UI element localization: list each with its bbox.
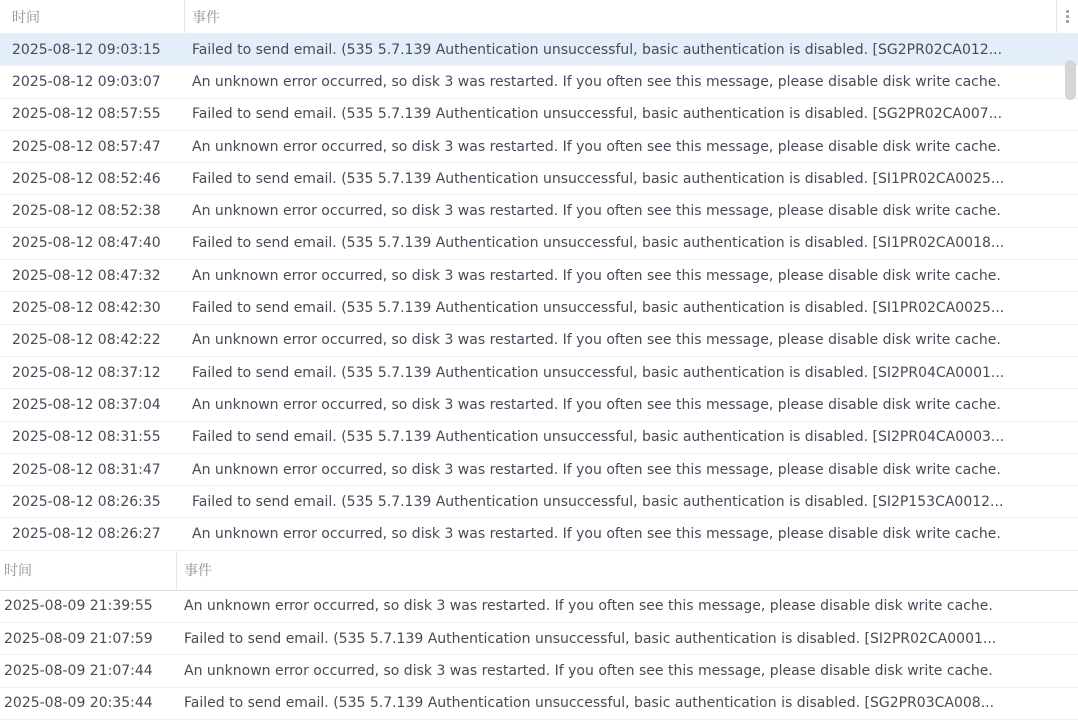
log-grid-bottom (0, 551, 1078, 720)
log-row[interactable] (0, 518, 1078, 550)
log-event-cell: An unknown error occurred, so disk 3 was restarted. If you often see this message, please disable disk write cache. (192, 332, 1001, 349)
column-header-time-label: 时间 (4, 563, 32, 580)
log-event-cell: An unknown error occurred, so disk 3 was restarted. If you often see this message, please disable disk write cache. (184, 598, 993, 615)
log-row[interactable] (0, 228, 1078, 260)
log-time-cell: 2025-08-12 08:37:12 (12, 364, 161, 381)
log-time-cell: 2025-08-12 08:47:32 (12, 267, 161, 284)
log-row[interactable] (0, 655, 1078, 687)
log-row[interactable] (0, 131, 1078, 163)
column-header-event-label: 事件 (192, 9, 220, 26)
column-header-time[interactable] (0, 0, 185, 33)
log-time-cell: 2025-08-12 08:26:27 (12, 526, 161, 543)
log-event-cell: Failed to send email. (535 5.7.139 Authentication unsuccessful, basic authentication is disabled. [SI1PR02CA0025... (192, 170, 1005, 187)
log-event-cell: An unknown error occurred, so disk 3 was restarted. If you often see this message, please disable disk write cache. (192, 138, 1001, 155)
log-row[interactable] (0, 260, 1078, 292)
log-row[interactable] (0, 99, 1078, 131)
log-event-cell: Failed to send email. (535 5.7.139 Authentication unsuccessful, basic authentication is disabled. [SI2P153CA0012... (192, 493, 1004, 510)
kebab-vertical-icon (1066, 10, 1069, 23)
log-event-cell: Failed to send email. (535 5.7.139 Authentication unsuccessful, basic authentication is disabled. [SI2PR04CA0003... (192, 429, 1005, 446)
log-event-cell: Failed to send email. (535 5.7.139 Authentication unsuccessful, basic authentication is disabled. [SI1PR02CA0025... (192, 300, 1005, 317)
log-rows-top (0, 34, 1078, 551)
log-event-cell: An unknown error occurred, so disk 3 was restarted. If you often see this message, please disable disk write cache. (184, 662, 993, 679)
log-event-cell: Failed to send email. (535 5.7.139 Authentication unsuccessful, basic authentication is disabled. [SG2PR03CA008... (184, 695, 995, 712)
log-time-cell: 2025-08-09 21:39:55 (4, 598, 153, 615)
log-row[interactable] (0, 292, 1078, 324)
log-time-cell: 2025-08-12 08:47:40 (12, 235, 161, 252)
log-time-cell: 2025-08-09 21:07:44 (4, 662, 153, 679)
log-event-cell: An unknown error occurred, so disk 3 was restarted. If you often see this message, please disable disk write cache. (192, 267, 1001, 284)
log-row[interactable] (0, 454, 1078, 486)
log-row[interactable] (0, 591, 1078, 623)
log-event-cell: An unknown error occurred, so disk 3 was restarted. If you often see this message, please disable disk write cache. (192, 396, 1001, 413)
column-header-time[interactable] (0, 551, 177, 590)
log-time-cell: 2025-08-12 08:52:38 (12, 203, 161, 220)
log-row[interactable] (0, 486, 1078, 518)
log-time-cell: 2025-08-12 08:37:04 (12, 396, 161, 413)
log-event-cell: An unknown error occurred, so disk 3 was restarted. If you often see this message, please disable disk write cache. (192, 461, 1001, 478)
column-options-button[interactable] (1056, 0, 1078, 33)
log-row[interactable] (0, 195, 1078, 227)
log-rows-bottom (0, 591, 1078, 720)
column-header-event-label: 事件 (184, 563, 212, 580)
log-event-cell: An unknown error occurred, so disk 3 was restarted. If you often see this message, please disable disk write cache. (192, 73, 1001, 90)
log-event-cell: Failed to send email. (535 5.7.139 Authentication unsuccessful, basic authentication is disabled. [SI2PR02CA0001... (184, 630, 997, 647)
log-time-cell: 2025-08-12 09:03:15 (12, 41, 161, 58)
log-row[interactable] (0, 163, 1078, 195)
log-time-cell: 2025-08-12 08:42:22 (12, 332, 161, 349)
log-time-cell: 2025-08-09 20:35:44 (4, 695, 153, 712)
log-time-cell: 2025-08-12 09:03:07 (12, 73, 161, 90)
log-row[interactable] (0, 66, 1078, 98)
log-time-cell: 2025-08-12 08:57:47 (12, 138, 161, 155)
log-event-cell: Failed to send email. (535 5.7.139 Authentication unsuccessful, basic authentication is disabled. [SG2PR02CA012... (192, 41, 1003, 58)
log-time-cell: 2025-08-12 08:31:55 (12, 429, 161, 446)
log-row[interactable] (0, 34, 1078, 66)
log-event-cell: An unknown error occurred, so disk 3 was restarted. If you often see this message, please disable disk write cache. (192, 203, 1001, 220)
log-time-cell: 2025-08-12 08:42:30 (12, 300, 161, 317)
log-event-cell: Failed to send email. (535 5.7.139 Authentication unsuccessful, basic authentication is disabled. [SI2PR04CA0001... (192, 364, 1005, 381)
log-time-cell: 2025-08-12 08:26:35 (12, 493, 161, 510)
log-time-cell: 2025-08-12 08:57:55 (12, 106, 161, 123)
log-row[interactable] (0, 623, 1078, 655)
log-row[interactable] (0, 422, 1078, 454)
column-header-time-label: 时间 (12, 9, 40, 26)
column-header-event[interactable] (185, 0, 1056, 33)
vertical-scrollbar-thumb[interactable] (1065, 60, 1076, 100)
log-event-cell: Failed to send email. (535 5.7.139 Authentication unsuccessful, basic authentication is disabled. [SG2PR02CA007... (192, 106, 1003, 123)
log-event-cell: An unknown error occurred, so disk 3 was restarted. If you often see this message, please disable disk write cache. (192, 526, 1001, 543)
log-time-cell: 2025-08-12 08:52:46 (12, 170, 161, 187)
log-time-cell: 2025-08-09 21:07:59 (4, 630, 153, 647)
log-row[interactable] (0, 357, 1078, 389)
log-row[interactable] (0, 389, 1078, 421)
column-header-event[interactable] (177, 551, 1078, 590)
log-row[interactable] (0, 325, 1078, 357)
log-grid-top-header (0, 0, 1078, 34)
log-row[interactable] (0, 688, 1078, 720)
log-time-cell: 2025-08-12 08:31:47 (12, 461, 161, 478)
log-event-cell: Failed to send email. (535 5.7.139 Authentication unsuccessful, basic authentication is disabled. [SI1PR02CA0018... (192, 235, 1005, 252)
log-grid-bottom-header (0, 551, 1078, 591)
